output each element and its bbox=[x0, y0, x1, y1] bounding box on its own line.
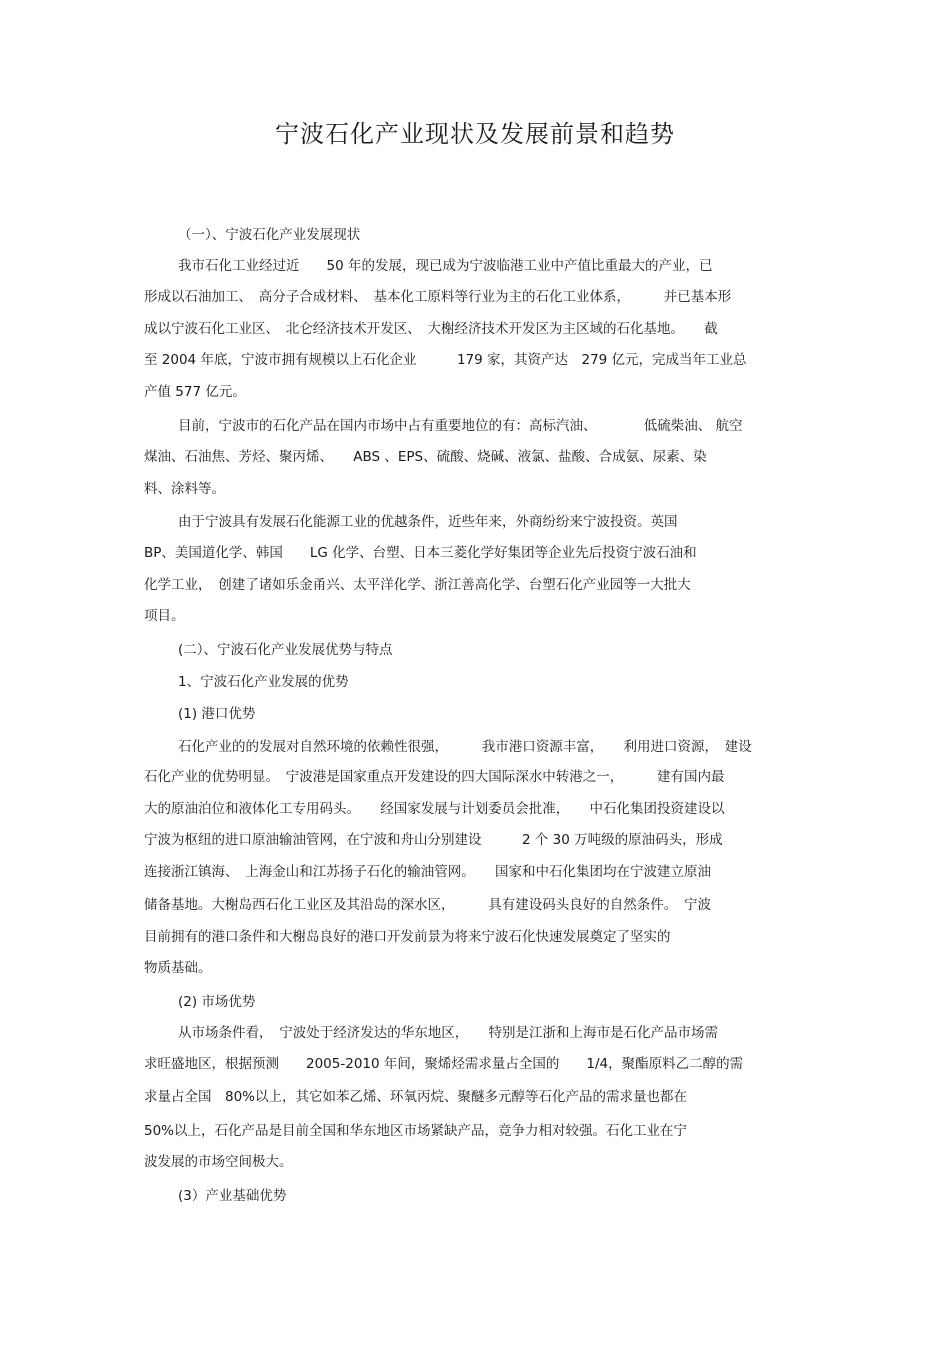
paragraph-line: 宁波为枢纽的进口原油输油管网，在宁波和舟山分别建设 2 个 30 万吨级的原油码头，形成 bbox=[144, 832, 723, 848]
subsection-heading: (3）产业基础优势 bbox=[178, 1188, 287, 1204]
paragraph-line: 连接浙江镇海、 上海金山和江苏扬子石化的输油管网。 国家和中石化集团均在宁波建立原油 bbox=[144, 864, 711, 880]
paragraph-line: 石化产业的优势明显。 宁波港是国家重点开发建设的四大国际深水中转港之一， 建有国内最 bbox=[144, 769, 725, 785]
paragraph-line: 化学工业， 创建了诸如乐金甬兴、太平洋化学、浙江善高化学、台塑石化产业园等一大批大 bbox=[144, 577, 691, 593]
paragraph-line: 石化产业的的发展对自然环境的依赖性很强， 我市港口资源丰富， 利用进口资源， 建设 bbox=[178, 739, 752, 755]
section-heading-1: （一）、宁波石化产业发展现状 bbox=[178, 227, 361, 243]
paragraph-line: 目前拥有的港口条件和大榭岛良好的港口开发前景为将来宁波石化快速发展奠定了坚实的 bbox=[144, 929, 671, 945]
paragraph-line: 50%以上，石化产品是目前全国和华东地区市场紧缺产品，竞争力相对较强。石化工业在宁 bbox=[144, 1123, 688, 1139]
paragraph-line: 成以宁波石化工业区、 北仑经济技术开发区、 大榭经济技术开发区为主区域的石化基地。 截 bbox=[144, 321, 718, 337]
paragraph-line: 煤油、石油焦、芳烃、聚丙烯、 ABS 、EPS、硫酸、烧碱、液氯、盐酸、合成氨、尿素、染 bbox=[144, 449, 707, 465]
subsection-heading: (1) 港口优势 bbox=[178, 706, 256, 722]
paragraph-line: 至 2004 年底，宁波市拥有规模以上石化企业 179 家，其资产达 279 亿元，完成当年工业总 bbox=[144, 352, 747, 368]
paragraph-line: 形成以石油加工、 高分子合成材料、 基本化工原料等行业为主的石化工业体系， 并已基本形 bbox=[144, 289, 732, 305]
paragraph-line: 波发展的市场空间极大。 bbox=[144, 1154, 293, 1170]
paragraph-line: 由于宁波具有发展石化能源工业的优越条件，近些年来，外商纷纷来宁波投资。英国 bbox=[178, 514, 678, 530]
paragraph-line: 求旺盛地区，根据预测 2005-2010 年间，聚烯烃需求量占全国的 1/4，聚酯原料乙二醇的需 bbox=[144, 1056, 744, 1072]
paragraph-line: 物质基础。 bbox=[144, 960, 212, 976]
section-heading-2: (二）、宁波石化产业发展优势与特点 bbox=[178, 642, 393, 658]
paragraph-line: 求量占全国 80%以上，其它如苯乙烯、环氧丙烷、聚醚多元醇等石化产品的需求量也都在 bbox=[144, 1089, 688, 1105]
paragraph-line: 料、涂料等。 bbox=[144, 481, 225, 497]
paragraph-line: 大的原油泊位和液体化工专用码头。 经国家发展与计划委员会批准， 中石化集团投资建设以 bbox=[144, 801, 725, 817]
document-title: 宁波石化产业现状及发展前景和趋势 bbox=[275, 120, 675, 148]
paragraph-line: 从市场条件看， 宁波处于经济发达的华东地区， 特别是江浙和上海市是石化产品市场需 bbox=[178, 1025, 718, 1041]
paragraph-line: 储备基地。大榭岛西石化工业区及其沿岛的深水区， 具有建设码头良好的自然条件。 宁波 bbox=[144, 897, 711, 913]
paragraph-line: 目前，宁波市的石化产品在国内市场中占有重要地位的有：高标汽油、 低硫柴油、 航空 bbox=[178, 418, 743, 434]
subsection-heading: 1、宁波石化产业发展的优势 bbox=[178, 674, 349, 690]
paragraph-line: 我市石化工业经过近 50 年的发展，现已成为宁波临港工业中产值比重最大的产业，已 bbox=[178, 258, 713, 274]
paragraph-line: 产值 577 亿元。 bbox=[144, 384, 246, 400]
paragraph-line: BP、美国道化学、韩国 LG 化学、台塑、日本三菱化学好集团等企业先后投资宁波石油和 bbox=[144, 545, 697, 561]
subsection-heading: (2) 市场优势 bbox=[178, 994, 256, 1010]
paragraph-line: 项目。 bbox=[144, 608, 185, 624]
